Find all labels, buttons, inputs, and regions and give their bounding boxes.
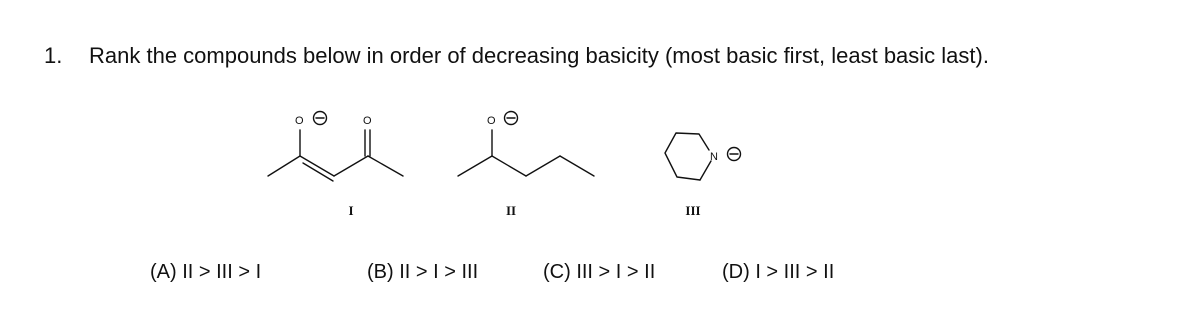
compound-2-atom-o: O [487,115,496,127]
answer-choice-b[interactable]: (B) II > I > III [367,261,479,283]
compound-2-structure [458,112,594,177]
bond [492,156,526,176]
compound-3-label: III [685,203,701,218]
question-number: 1. [44,43,63,68]
bond [458,156,492,176]
ring-bond-to-n [700,161,711,180]
bond [334,156,368,176]
bond [300,156,334,176]
compound-1-label: I [348,203,354,218]
answer-choice-a[interactable]: (A) II > III > I [150,261,262,283]
bond [560,156,594,176]
compound-2-label: II [505,203,517,218]
compound-1-atom-o2: O [363,115,372,127]
bond [268,156,300,176]
question-text: Rank the compounds below in order of decreasing basicity (most basic first, least basic last). [89,43,989,68]
compound-3-structure [665,133,741,180]
compound-1-atom-o1: O [295,115,304,127]
bond [526,156,560,176]
answer-choice-c[interactable]: (C) III > I > II [543,261,656,283]
compound-1-structure [268,112,403,182]
bond [368,156,403,176]
answer-choice-d[interactable]: (D) I > III > II [722,261,835,283]
compound-3-atom-n: N [710,151,718,163]
ring-bonds [665,133,709,180]
